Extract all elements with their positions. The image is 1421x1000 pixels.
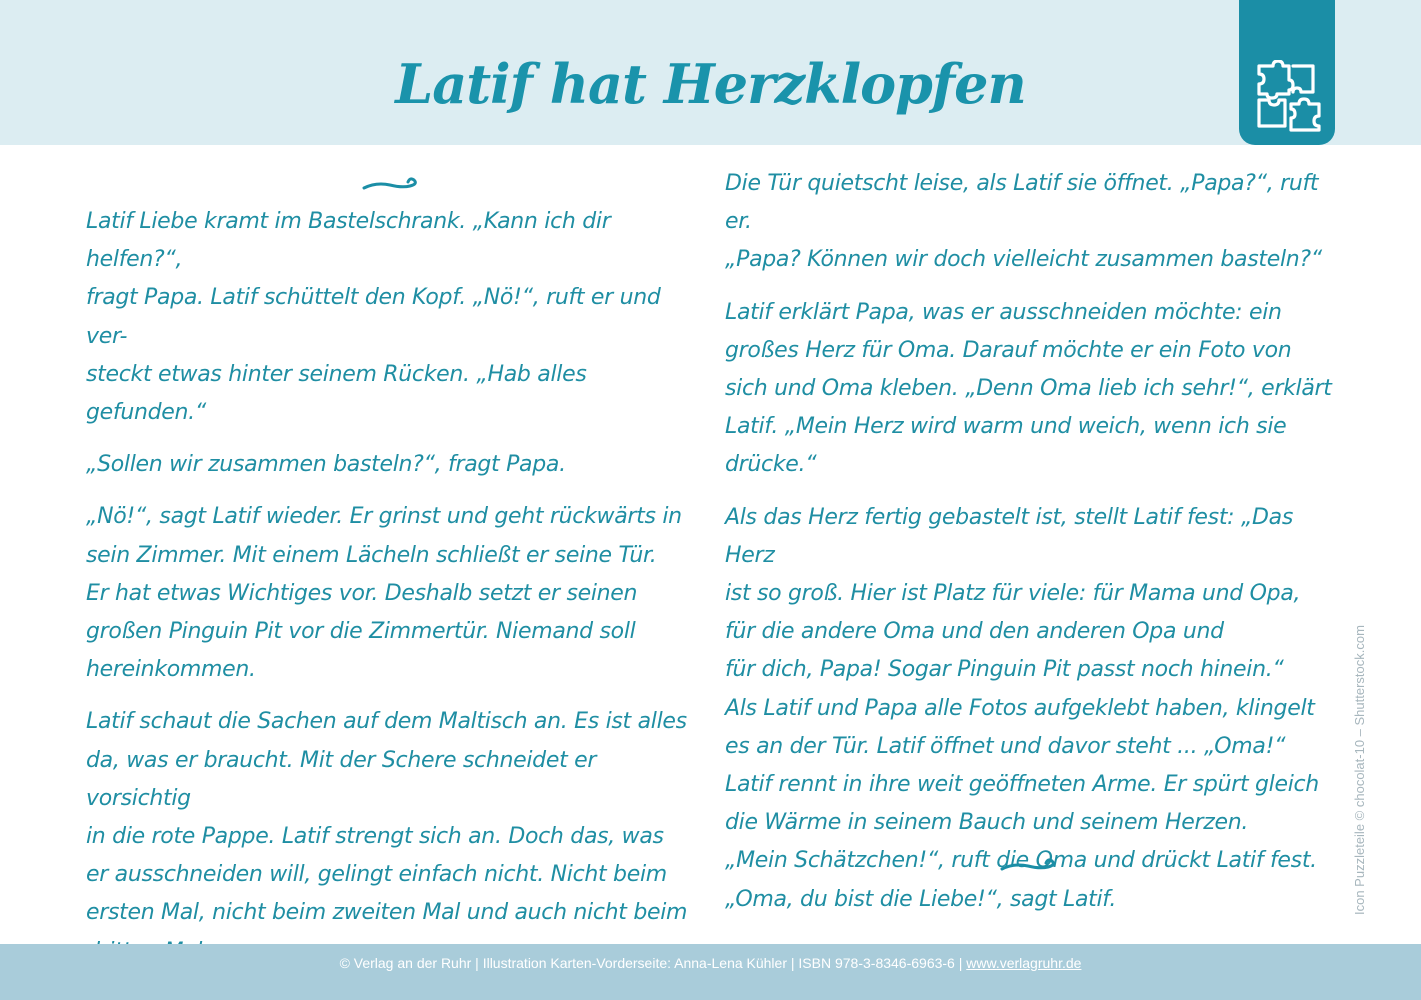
paragraph: Latif Liebe kramt im Bastelschrank. „Kann ich dir helfen?“, fragt Papa. Latif schüttelt den Kopf. „Nö!“, ruft er und ver- steckt etwas hinter seinem Rücken. „Hab alles gefunden.“ <box>86 209 661 426</box>
paragraph: Latif erklärt Papa, was er ausschneiden möchte: ein großes Herz für Oma. Darauf möchte er ein Foto von sich und Oma kleben. „Denn Oma lieb ich sehr!“, erklärt Latif. „Mein Herz wird warm und weich, wenn ich sie drücke.“ <box>725 299 1332 478</box>
paragraph: Latif schaut die Sachen auf dem Maltisch an. Es ist alles da, was er braucht. Mit der Schere schneidet er vorsichtig in die rote Pappe. Latif strengt sich an. Doch das, was er ausschneiden will, gelingt einfach nicht. Nicht beim ersten Mal, nicht beim zweiten Mal und auch nicht beim <box>86 709 688 926</box>
category-tab <box>1239 0 1335 145</box>
paragraph: „Sollen wir zusammen basteln?“, fragt Papa. <box>86 452 566 478</box>
paragraph: Die Tür quietscht leise, als Latif sie öffnet. „Papa?“, ruft er. „Papa? Können wir doch vielleicht zusammen basteln?“ <box>725 171 1322 273</box>
publisher-link[interactable]: www.verlagruhr.de <box>966 955 1082 971</box>
story-left-column <box>86 165 706 971</box>
swirl-ornament-bottom <box>1000 855 1058 875</box>
page-title: Latif hat Herzklopfen <box>395 52 1026 116</box>
puzzle-icon <box>1253 60 1321 132</box>
image-credit: Icon Puzzleteile © chocolat-10 – Shutterstock.com <box>1352 625 1367 915</box>
header-band <box>0 0 1421 145</box>
paragraph: „Nö!“, sagt Latif wieder. Er grinst und geht rückwärts in sein Zimmer. Mit einem Lächeln schließt er seine Tür. Er hat etwas Wichtiges vor. Deshalb setzt er seinen großen Pinguin Pit vor die Zimmertür. Niemand soll hereinkommen. <box>86 504 682 683</box>
story-right-column <box>725 165 1335 919</box>
footer-copyright: © Verlag an der Ruhr | Illustration Karten-Vorderseite: Anna-Lena Kühler | ISBN 978-3-8346-6963-6 | <box>339 955 967 971</box>
footer-bar <box>0 944 1421 1000</box>
paragraph: Als das Herz fertig gebastelt ist, stellt Latif fest: „Das Herz ist so groß. Hier ist Platz für viele: für Mama und Opa, für die andere Oma und den anderen Opa und für dich, Papa! Sogar Pinguin Pit passt noch hinein.“ Als Latif und Papa alle Fotos aufgeklebt haben, klingelt es an der Tür. Latif öffnet und davor steht ... „Oma!“ Latif rennt in ihre weit geöffneten Arme. Er spürt gleich die Wärme in seinem Bauch und seinem Herzen. „Mein Schätzchen!“, ruft die Oma und drückt Latif fest. „Oma, du bist die Liebe!“, sagt Latif. <box>725 504 1319 912</box>
